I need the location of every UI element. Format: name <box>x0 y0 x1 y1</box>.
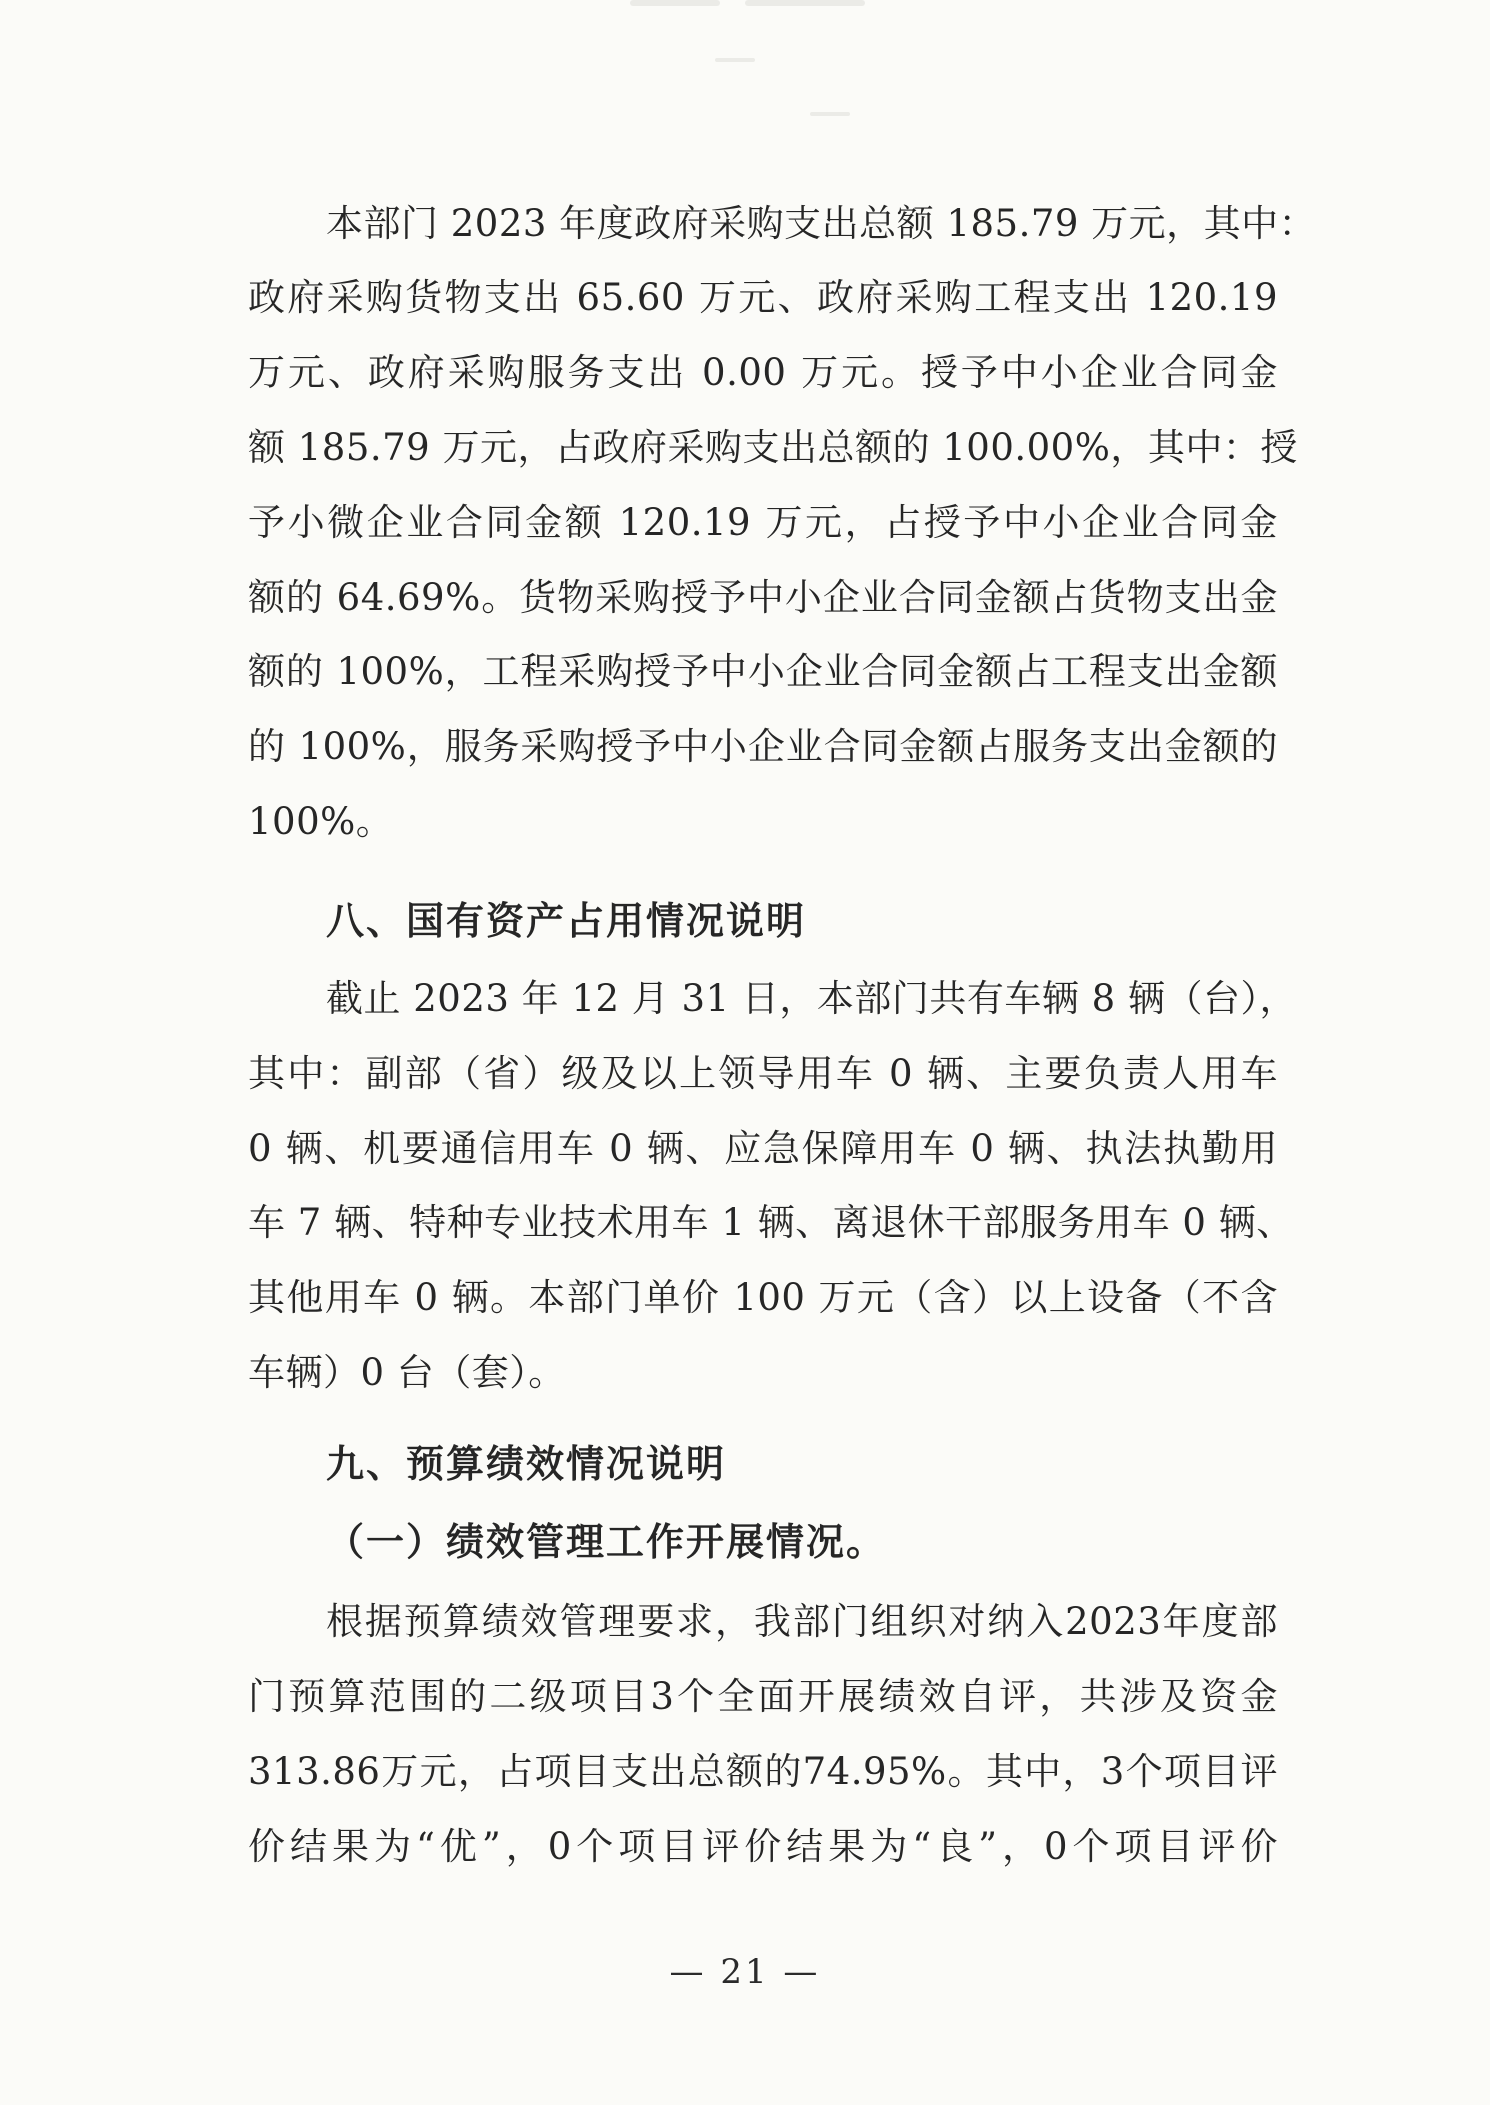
scan-artifact <box>810 112 850 116</box>
scan-artifact <box>630 0 720 6</box>
paragraph-line: 车 7 辆、特种专业技术用车 1 辆、离退休干部服务用车 0 辆、 <box>248 1201 1294 1244</box>
paragraph-line: 万元、政府采购服务支出 0.00 万元。授予中小企业合同金 <box>248 351 1278 394</box>
paragraph-line: 其他用车 0 辆。本部门单价 100 万元（含）以上设备（不含 <box>248 1276 1278 1319</box>
paragraph-line: 门预算范围的二级项目3个全面开展绩效自评，共涉及资金 <box>248 1675 1278 1718</box>
scan-artifact <box>745 0 865 6</box>
section-heading-8: 八、国有资产占用情况说明 <box>326 899 807 943</box>
paragraph-line: 政府采购货物支出 65.60 万元、政府采购工程支出 120.19 <box>248 276 1278 319</box>
paragraph-line: 0 辆、机要通信用车 0 辆、应急保障用车 0 辆、执法执勤用 <box>248 1127 1278 1170</box>
paragraph-line: 100%。 <box>248 800 394 843</box>
scan-artifact <box>715 58 755 62</box>
paragraph-line: 313.86万元，占项目支出总额的74.95%。其中，3个项目评 <box>248 1750 1278 1793</box>
paragraph-line: 额的 100%，工程采购授予中小企业合同金额占工程支出金额 <box>248 650 1278 693</box>
section-heading-9: 九、预算绩效情况说明 <box>326 1442 727 1486</box>
paragraph-line: 价结果为“优”，0个项目评价结果为“良”，0个项目评价 <box>248 1825 1278 1868</box>
paragraph-line: 截止 2023 年 12 月 31 日，本部门共有车辆 8 辆（台）， <box>326 977 1297 1020</box>
page-number: — 21 — <box>669 1952 821 1992</box>
paragraph-line: 其中：副部（省）级及以上领导用车 0 辆、主要负责人用车 <box>248 1052 1278 1095</box>
paragraph-line: 的 100%，服务采购授予中小企业合同金额占服务支出金额的 <box>248 725 1278 768</box>
paragraph-line: 根据预算绩效管理要求，我部门组织对纳入2023年度部 <box>326 1600 1278 1643</box>
paragraph-line: 本部门 2023 年度政府采购支出总额 185.79 万元，其中： <box>326 202 1317 245</box>
paragraph-line: 车辆）0 台（套）。 <box>248 1351 566 1394</box>
paragraph-line: 额 185.79 万元，占政府采购支出总额的 100.00%，其中：授 <box>248 426 1298 469</box>
paragraph-line: 额的 64.69%。货物采购授予中小企业合同金额占货物支出金 <box>248 576 1278 619</box>
paragraph-line: 予小微企业合同金额 120.19 万元，占授予中小企业合同金 <box>248 501 1278 544</box>
subsection-heading-9-1: （一）绩效管理工作开展情况。 <box>326 1520 887 1564</box>
